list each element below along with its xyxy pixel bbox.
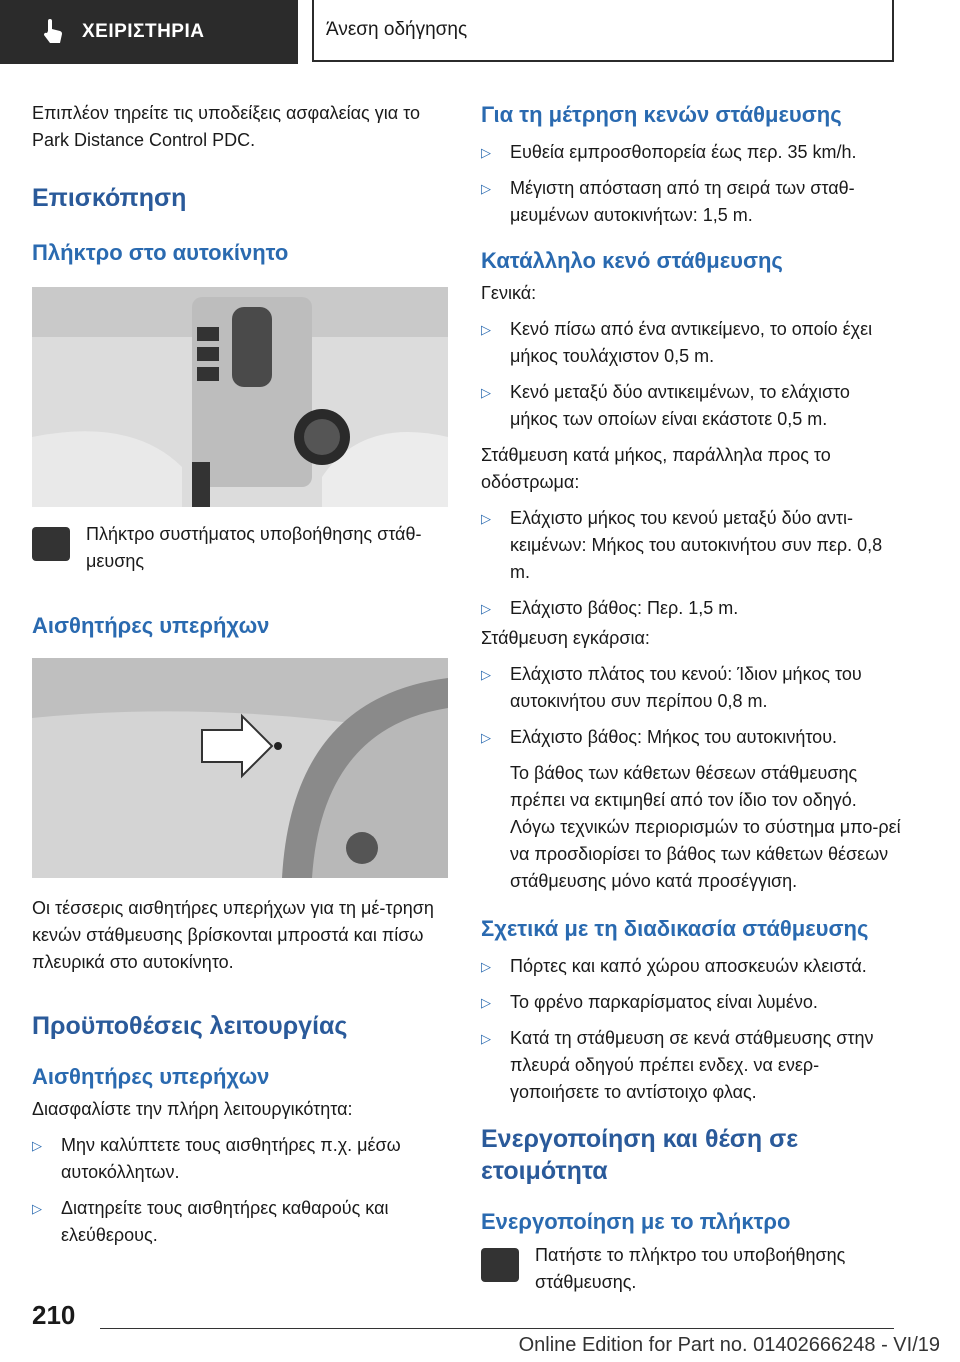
- perpendicular-label: Στάθμευση εγκάρσια:: [481, 628, 650, 648]
- general-label: Γενικά:: [481, 283, 537, 303]
- hand-pointer-icon: [38, 17, 68, 47]
- section-label: Άνεση οδήγησης: [326, 19, 468, 40]
- parking-assistant-icon: [481, 1248, 519, 1282]
- page-number: 210: [32, 1300, 76, 1330]
- heading-prerequisites: Προϋποθέσεις λειτουργίας: [32, 1012, 348, 1040]
- list-item: ▷ Ελάχιστο πλάτος του κενού: Ίδιον μήκος του αυτοκινήτου συν περίπου 0,8 m.: [481, 661, 901, 715]
- perpendicular-note: Το βάθος των κάθετων θέσεων στάθμευσης πρέπει να εκτιμηθεί από τον ίδιο τον οδηγό. Λόγω τεχνικών περιορισμών το σύστημα μπο‐ρεί να προσδιορίσει το βάθος των κάθετων θέσεων στάθμευσης μόνο κατά προσέγγιση.: [510, 763, 901, 891]
- activation-row: [481, 1242, 901, 1296]
- section-tab: [312, 0, 894, 62]
- heading-button-in-car: Πλήκτρο στο αυτοκίνητο: [32, 240, 289, 265]
- list-item: ▷ Ελάχιστο βάθος: Περ. 1,5 m.: [481, 595, 901, 622]
- list-item: ▷ Ευθεία εμπροσθοπορεία έως περ. 35 km/h.: [481, 139, 901, 166]
- list-item: ▷ Ελάχιστο βάθος: Μήκος του αυτοκινήτου.: [481, 724, 901, 751]
- heading-sensors: Αισθητήρες υπερήχων: [32, 613, 270, 638]
- heading-measure: Για τη μέτρηση κενών στάθμευσης: [481, 102, 842, 127]
- ensure-list: [32, 1132, 448, 1249]
- heading-suitable-gap: Κατάλληλο κενό στάθμευσης: [481, 248, 783, 273]
- parallel-label: Στάθμευση κατά μήκος, παράλληλα προς το οδόστρωμα:: [481, 445, 831, 492]
- perpendicular-list: [481, 661, 901, 751]
- list-item: ▷ Διατηρείτε τους αισθητήρες καθαρούς και ελεύθερους.: [32, 1195, 448, 1249]
- heading-sensors-2: Αισθητήρες υπερήχων: [32, 1064, 270, 1089]
- page-header: [0, 0, 960, 66]
- activation-text: Πατήστε το πλήκτρο του υποβοήθησης στάθμευσης.: [535, 1245, 846, 1292]
- manual-label: ΧΕΙΡΙΣΤΗΡΙΑ: [82, 21, 205, 42]
- list-item: ▷ Κενό πίσω από ένα αντικείμενο, το οποίο έχει μήκος τουλάχιστον 0,5 m.: [481, 316, 901, 370]
- list-item: ▷ Πόρτες και καπό χώρου αποσκευών κλειστά.: [481, 953, 901, 980]
- general-list: [481, 316, 901, 433]
- right-column: [481, 100, 901, 1296]
- list-item: ▷ Κενό μεταξύ δύο αντικειμένων, το ελάχιστο μήκος των οποίων είναι εκάστοτε 0,5 m.: [481, 379, 901, 433]
- ultrasonic-sensor-photo: [32, 658, 448, 878]
- sensors-text: Οι τέσσερις αισθητήρες υπερήχων για τη μέ‐τρηση κενών στάθμευσης βρίσκονται μπροστά και πίσω πλευρικά στο αυτοκίνητο.: [32, 898, 434, 972]
- manual-tab: [0, 0, 298, 64]
- procedure-list: [481, 953, 901, 1106]
- list-item: ▷ Μην καλύπτετε τους αισθητήρες π.χ. μέσω αυτοκόλλητων.: [32, 1132, 448, 1186]
- footer-divider: [100, 1328, 894, 1329]
- left-column: [32, 100, 448, 1249]
- parking-assistant-icon: [32, 527, 70, 561]
- list-item: ▷ Το φρένο παρκαρίσματος είναι λυμένο.: [481, 989, 901, 1016]
- console-button-photo: [32, 287, 448, 507]
- edition-footer: Online Edition for Part no. 01402666248 - VI/19: [518, 1334, 940, 1356]
- parallel-list: [481, 505, 901, 622]
- heading-procedure: Σχετικά με τη διαδικασία στάθμευσης: [481, 916, 869, 941]
- list-item: ▷ Μέγιστη απόσταση από τη σειρά των σταθ‐μευμένων αυτοκινήτων: 1,5 m.: [481, 175, 901, 229]
- heading-activation: Ενεργοποίηση και θέση σε ετοιμότητα: [481, 1125, 799, 1185]
- heading-activation-button: Ενεργοποίηση με το πλήκτρο: [481, 1209, 791, 1234]
- list-item: ▷ Ελάχιστο μήκος του κενού μεταξύ δύο αντι‐κειμένων: Μήκος του αυτοκινήτου συν περ. 0,8 m.: [481, 505, 901, 586]
- intro-text: Επιπλέον τηρείτε τις υποδείξεις ασφαλείας για το Park Distance Control PDC.: [32, 103, 420, 150]
- button-caption-row: [32, 521, 448, 575]
- measure-list: [481, 139, 901, 229]
- heading-overview: Επισκόπηση: [32, 184, 187, 212]
- list-item: ▷ Κατά τη στάθμευση σε κενά στάθμευσης στην πλευρά οδηγού πρέπει ενδεχ. να ενερ‐γοποιήσετε το αντίστοιχο φλας.: [481, 1025, 901, 1106]
- ensure-text: Διασφαλίστε την πλήρη λειτουργικότητα:: [32, 1099, 353, 1119]
- button-caption: Πλήκτρο συστήματος υποβοήθησης στάθ‐μευσης: [86, 524, 422, 571]
